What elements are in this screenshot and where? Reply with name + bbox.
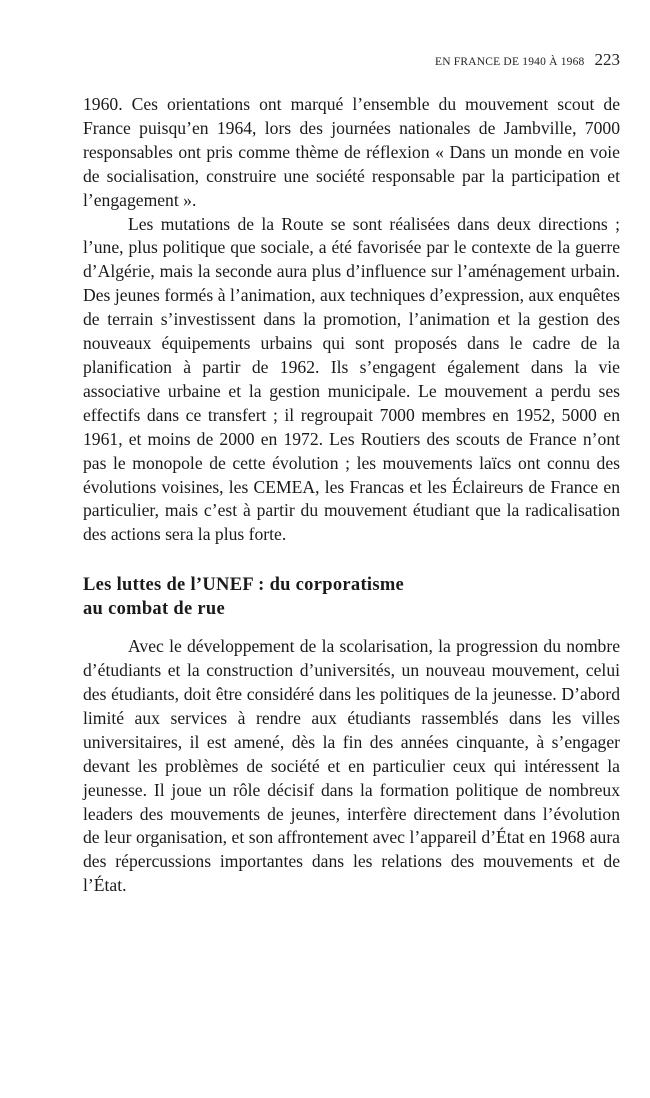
section-heading-line-1: Les luttes de l’UNEF : du corporatisme	[83, 575, 405, 596]
page-number: 223	[594, 50, 620, 69]
section-heading-line-2: au combat de rue	[83, 599, 225, 620]
paragraph-continuation: 1960. Ces orientations ont marqué l’ensemble du mouvement scout de France puisqu’en 1964, lors des journées nationales de Jambville, 7000 responsables ont pris comme thème de réflexion « Dans un monde en voie de socialisation, construire une société responsable par la participation et l’engagement ».	[83, 94, 620, 210]
paragraph-unef: Avec le développement de la scolarisation, la progression du nombre d’étudiants et la construction d’universités, un nouveau mouvement, celui des étudiants, doit être considéré dans les politiques de la jeunesse. D’abord limité aux services à rendre aux étudiants rassemblés dans les villes universitaires, il est amené, dès la fin des années cinquante, à s’engager devant les problèmes de société et en particulier ceux qui intéressent la jeunesse. Il joue un rôle décisif dans la formation politique de nombreux leaders des mouvements de jeunes, interfère directement dans l’évolution de leur organisation, et son affrontement avec l’appareil d’État en 1968 aura des répercussions importantes dans les relations des mouvements et de l’État.	[83, 636, 620, 896]
running-header	[435, 50, 620, 70]
section-heading	[83, 573, 620, 621]
body-text	[83, 93, 620, 898]
paragraph-route-mutations: Les mutations de la Route se sont réalisées dans deux directions ; l’une, plus politique que sociale, a été favorisée par le contexte de la guerre d’Algérie, mais la seconde aura plus d’influence sur l’aménagement urbain. Des jeunes formés à l’animation, aux techniques d’expression, aux enquêtes de terrain s’investissent dans la promotion, l’animation et la gestion des nouveaux équipements urbains qui sont proposés dans le cadre de la planification à partir de 1962. Ils s’engagent également dans la vie associative urbaine et la gestion municipale. Le mouvement a perdu ses effectifs dans ce transfert ; il regroupait 7000 membres en 1952, 5000 en 1961, et moins de 2000 en 1972. Les Routiers des scouts de France n’ont pas le monopole de cette évolution ; les mouvements laïcs ont connu des évolutions voisines, les CEMEA, les Francas et les Éclaireurs de France en particulier, mais c’est à partir du mouvement étudiant que la radicalisation des actions sera la plus forte.	[83, 213, 620, 545]
running-title: EN FRANCE DE 1940 À 1968	[434, 56, 585, 68]
